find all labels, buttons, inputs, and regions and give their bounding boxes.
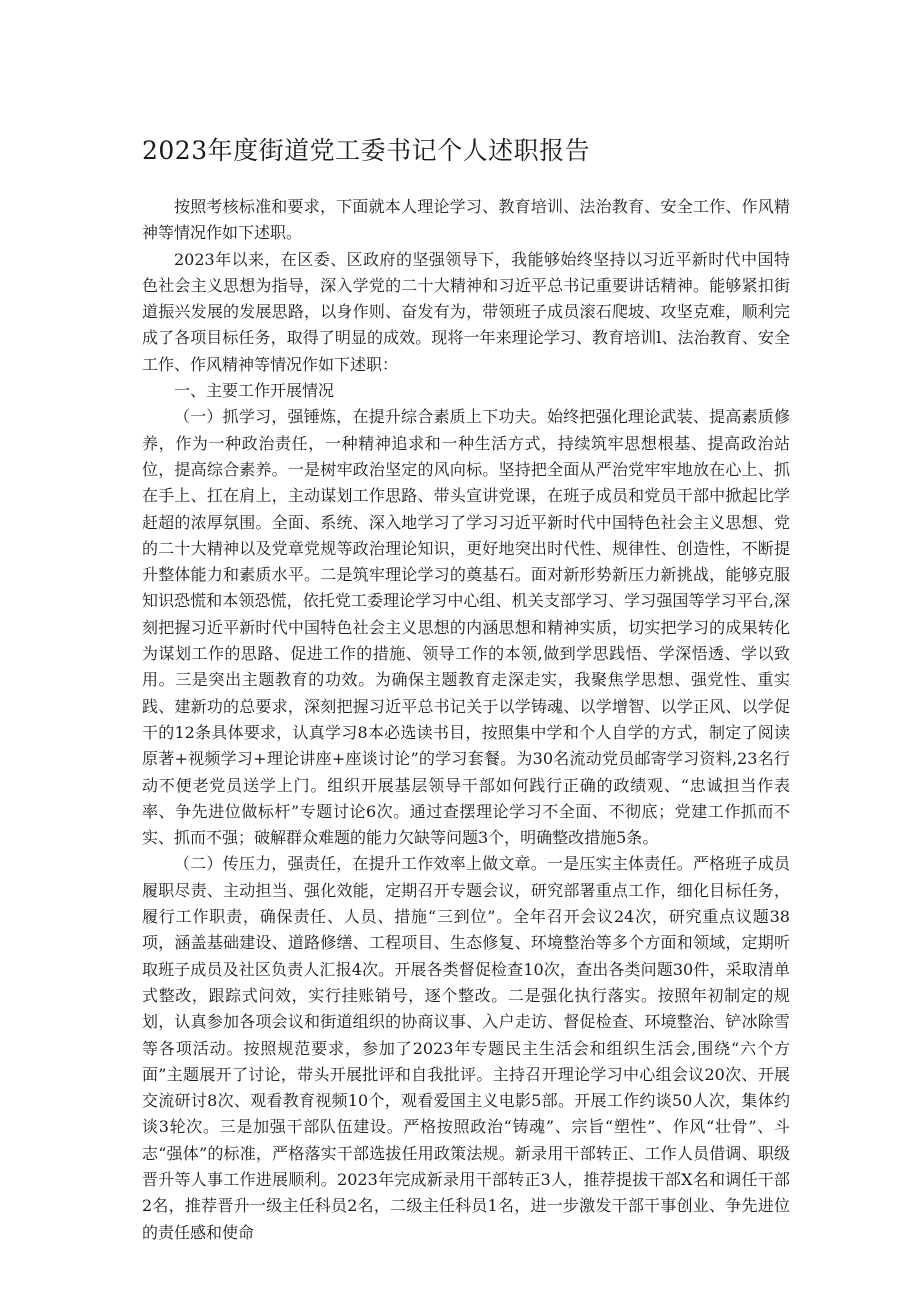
overview-paragraph: 2023年以来，在区委、区政府的坚强领导下，我能够始终坚持以习近平新时代中国特色社会主义思想为指导，深入学党的二十大精神和习近平总书记重要讲话精神。能够紧扣街道振兴发展的发展思路，以身作则、奋发有为，带领班子成员滚石爬坡、攻坚克难，顺利完成了各项目标任务，取得了明显的成效。现将一年来理论学习、教育培训l、法治教育、安全工作、作风精神等情况作如下述职： bbox=[142, 249, 790, 374]
intro-paragraph: 按照考核标准和要求，下面就本人理论学习、教育培训、法治教育、安全工作、作风精神等情况作如下述职。 bbox=[142, 197, 790, 243]
section-responsibility-paragraph: （二）传压力，强责任，在提升工作效率上做文章。一是压实主体责任。严格班子成员履职尽责、主动担当、强化效能，定期召开专题会议，研究部署重点工作，细化目标任务，履行工作职责，确保责任、人员、措施“三到位”。全年召开会议24次，研究重点议题38项，涵盖基础建设、道路修缮、工程项目、生态修复、环境整治等多个方面和领域，定期听取班子成员及社区负责人汇报4次。开展各类督促检查10次，查出各类问题30件，采取清单式整改，跟踪式问效，实行挂账销号，逐个整改。二是强化执行落实。按照年初制定的规划，认真参加各项会议和街道组织的协商议事、入户走访、督促检查、环境整治、铲冰除雪等各项活动。按照规范要求，参加了2023年专题民主生活会和组织生活会,围绕“六个方面”主题展开了讨论，带头开展批评和自我批评。主持召开理论学习中心组会议20次、开展交流研讨8次、观看教育视频10个，观看爱国主义电影5部。开展工作约谈50人次，集体约谈3轮次。三是加强干部队伍建设。严格按照政治“铸魂”、宗旨“塑性”、作风“壮骨”、斗志“强体”的标准，严格落实干部选拔任用政策法规。新录用干部转正、工作人员借调、职级晋升等人事工作进展顺利。2023年完成新录用干部转正3人，推荐提拔干部X名和调任干部2名，推荐晋升一级主任科员2名，二级主任科员1名，进一步激发干部干事创业、争先进位的责任感和使命 bbox=[142, 854, 790, 1242]
document-title: 2023年度街道党工委书记个人述职报告 bbox=[142, 136, 591, 165]
section-heading-main-work: 一、主要工作开展情况 bbox=[174, 381, 335, 401]
document-page bbox=[142, 128, 790, 1246]
section-study-paragraph: （一）抓学习，强锤炼，在提升综合素质上下功夫。始终把强化理论武装、提高素质修养，作为一种政治责任，一种精神追求和一种生活方式，持续筑牢思想根基、提高政治站位，提高综合素养。一是树牢政治坚定的风向标。坚持把全面从严治党牢牢地放在心上、抓在手上、扛在肩上，主动谋划工作思路、带头宣讲党课，在班子成员和党员干部中掀起比学赶超的浓厚氛围。全面、系统、深入地学习了学习习近平新时代中国特色社会主义思想、党的二十大精神以及党章党规等政治理论知识，更好地突出时代性、规律性、创造性，不断提升整体能力和素质水平。二是筑牢理论学习的奠基石。面对新形势新压力新挑战，能够克服知识恐慌和本领恐慌，依托党工委理论学习中心组、机关支部学习、学习强国等学习平台,深刻把握习近平新时代中国特色社会主义思想的内涵思想和精神实质，切实把学习的成果转化为谋划工作的思路、促进工作的措施、领导工作的本领,做到学思践悟、学深悟透、学以致用。三是突出主题教育的功效。为确保主题教育走深走实，我聚焦学思想、强党性、重实践、建新功的总要求，深刻把握习近平总书记关于以学铸魂、以学增智、以学正风、以学促干的12条具体要求，认真学习8本必选读书目，按照集中学和个人自学的方式，制定了阅读原著+视频学习+理论讲座+座谈讨论”的学习套餐。为30名流动党员邮寄学习资料,23名行动不便老党员送学上门。组织开展基层领导干部如何践行正确的政绩观、“忠诚担当作表率、争先进位做标杆”专题讨论6次。通过查摆理论学习不全面、不彻底；党建工作抓而不实、抓而不强；破解群众难题的能力欠缺等问题3个，明确整改措施5条。 bbox=[142, 407, 790, 848]
